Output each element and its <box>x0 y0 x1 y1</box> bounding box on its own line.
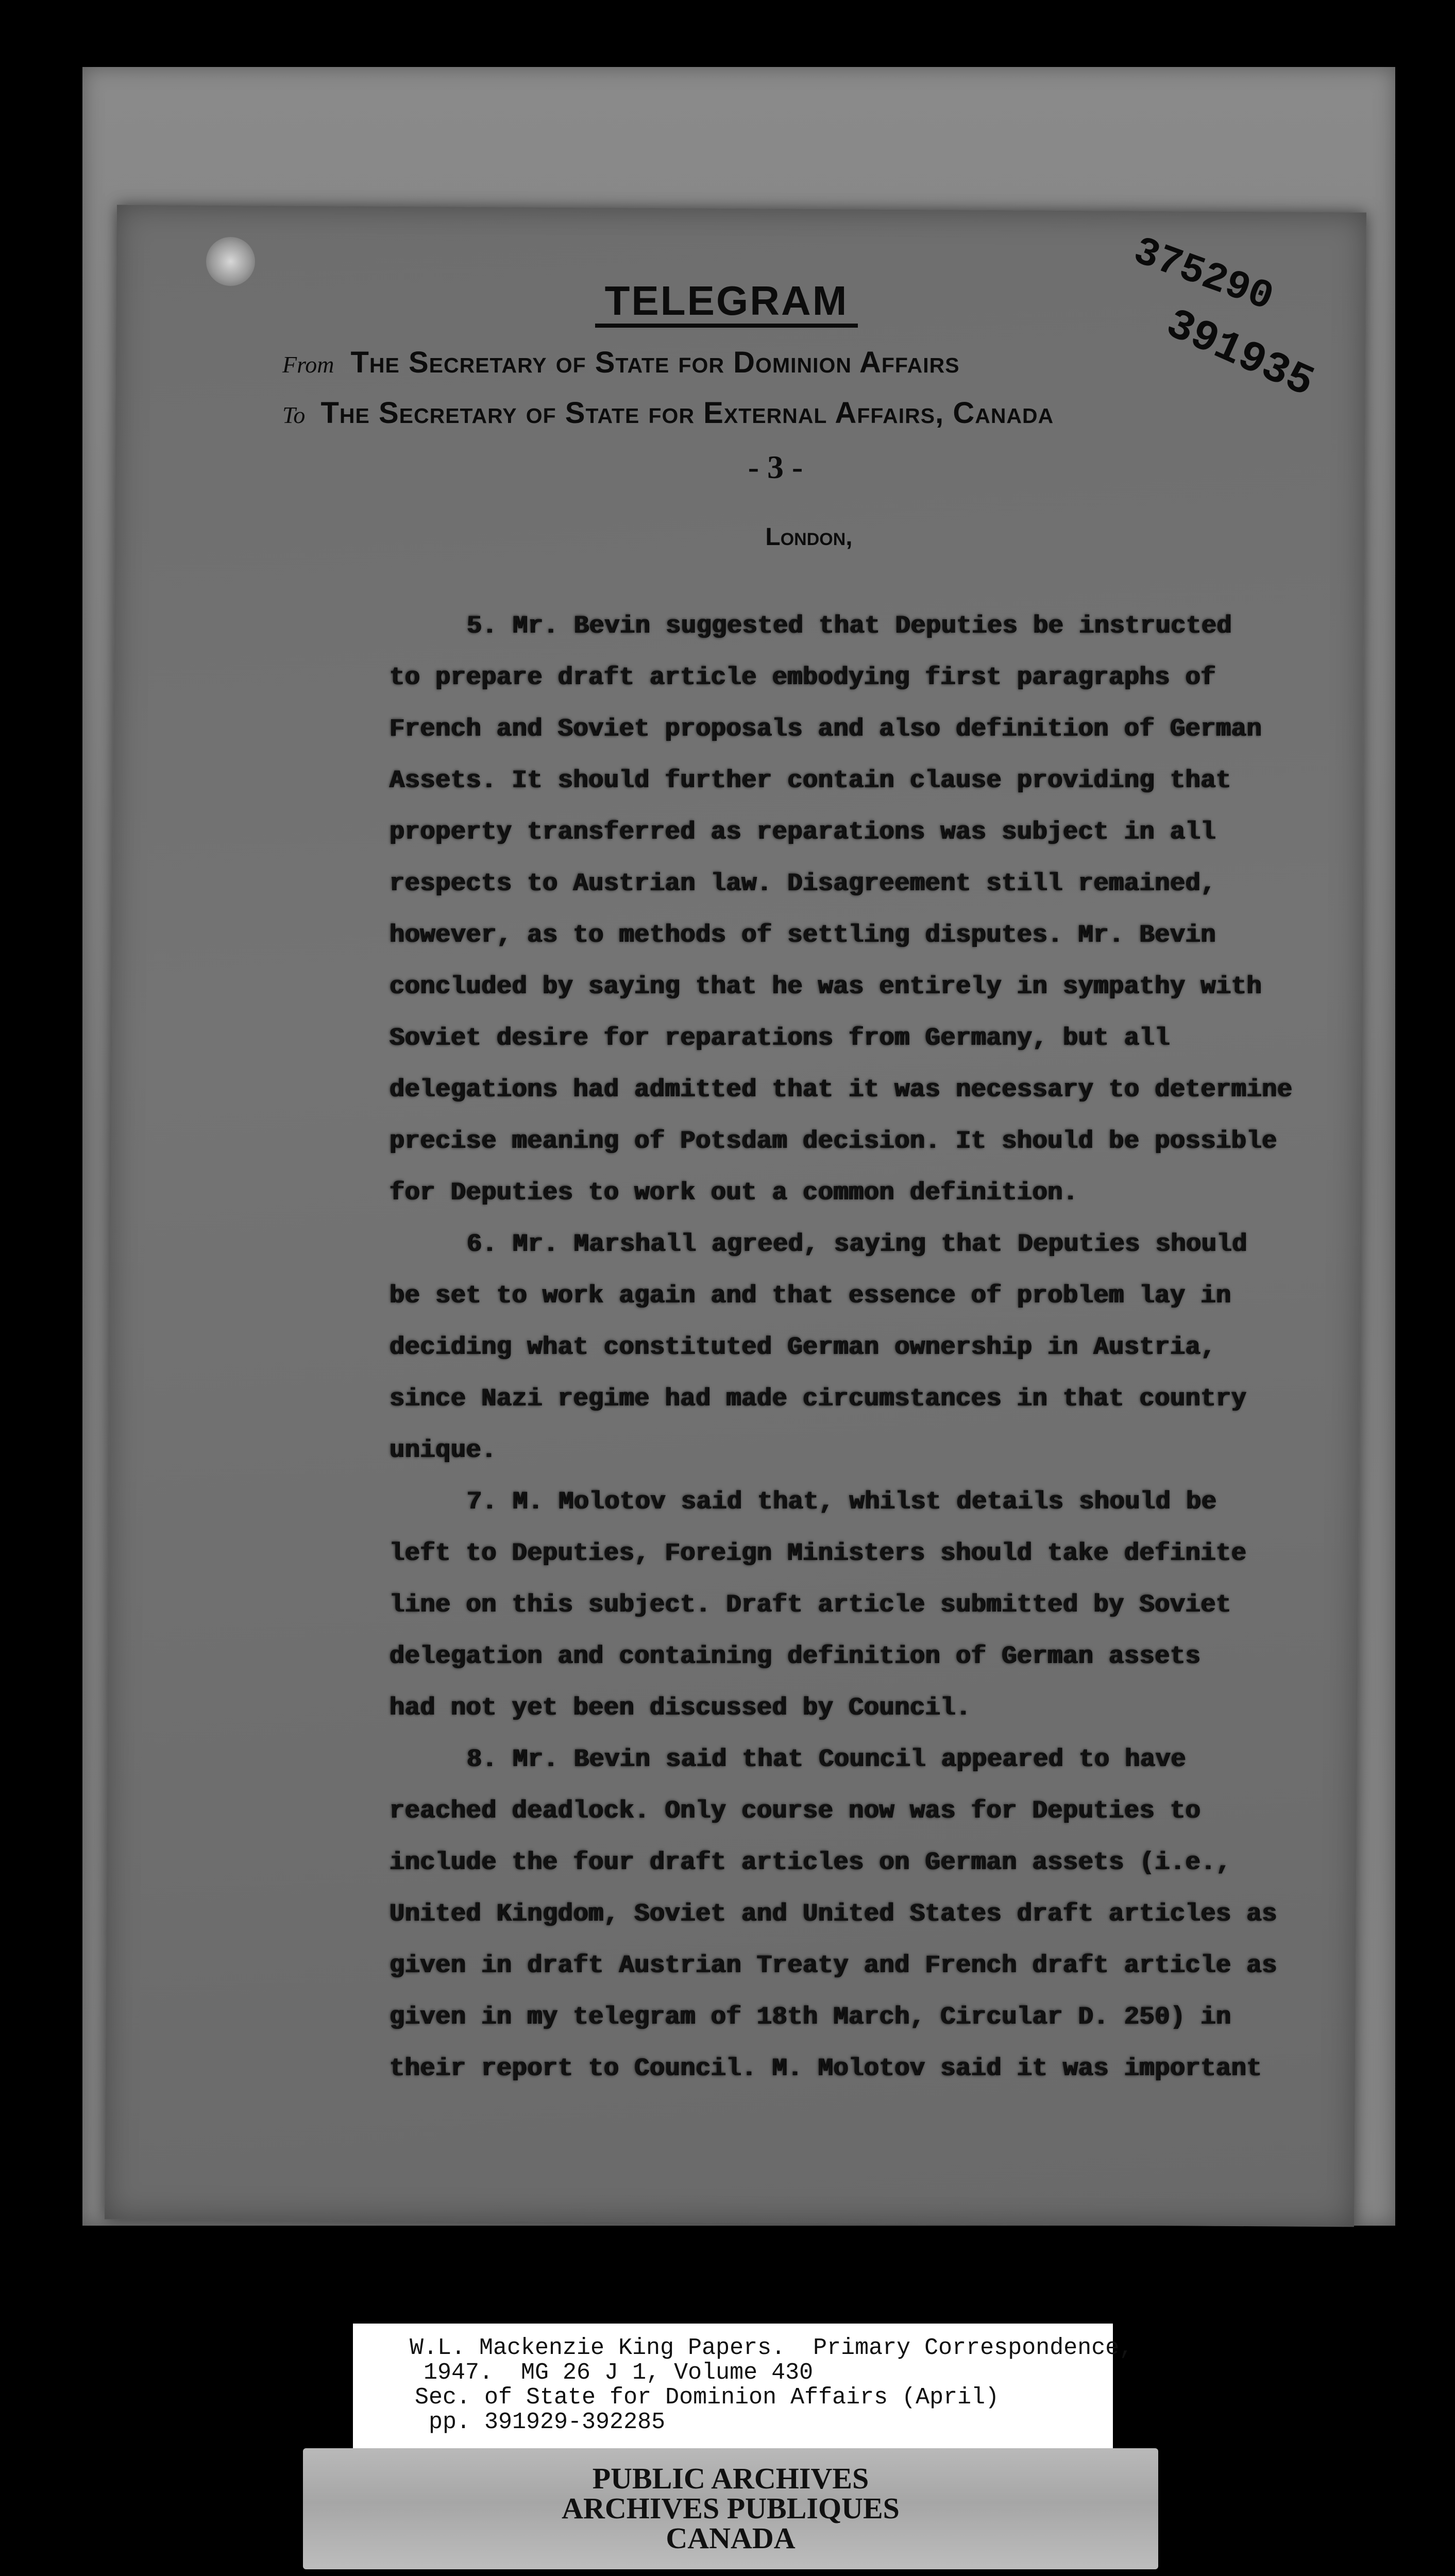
catalog-label <box>353 2324 1133 2452</box>
body-line: had not yet been discussed by Council. <box>389 1693 971 1722</box>
stamp-document-number: 391935 <box>1158 300 1321 409</box>
to-value: The Secretary of State for External Affairs, Canada <box>320 396 1054 430</box>
body-line: Assets. It should further contain clause providing that <box>389 766 1231 795</box>
to-label: To <box>282 402 306 428</box>
stamp-top-number: 375290 <box>1127 229 1279 321</box>
archives-stamp <box>303 2448 1158 2569</box>
body-line: their report to Council. M. Molotov said it was important <box>389 2054 1262 2083</box>
from-label: From <box>282 351 334 378</box>
to-line <box>282 396 1054 430</box>
body-line: for Deputies to work out a common definition. <box>389 1178 1078 1207</box>
body-line: given in draft Austrian Treaty and French draft article as <box>389 1951 1277 1980</box>
body-line: 8. Mr. Bevin said that Council appeared to have <box>466 1745 1186 1774</box>
telegram-body <box>389 600 1316 2094</box>
body-line: French and Soviet proposals and also definition of German <box>389 715 1262 743</box>
body-line: 7. M. Molotov said that, whilst details should be <box>466 1487 1216 1516</box>
body-line: concluded by saying that he was entirely in sympathy with <box>389 972 1262 1001</box>
body-line: precise meaning of Potsdam decision. It should be possible <box>389 1127 1277 1156</box>
body-line: to prepare draft article embodying first paragraphs of <box>389 663 1216 692</box>
body-line: left to Deputies, Foreign Ministers should take definite <box>389 1539 1246 1568</box>
body-line: respects to Austrian law. Disagreement still remained, <box>389 869 1216 898</box>
catalog-line: Sec. of State for Dominion Affairs (April) <box>415 2384 1000 2411</box>
body-line: given in my telegram of 18th March, Circular D. 250) in <box>389 2003 1231 2031</box>
body-line: Soviet desire for reparations from Germany, but all <box>389 1024 1170 1053</box>
catalog-line: 1947. MG 26 J 1, Volume 430 <box>410 2360 814 2386</box>
body-line: 5. Mr. Bevin suggested that Deputies be instructed <box>466 612 1232 640</box>
from-value: The Secretary of State for Dominion Affairs <box>350 346 960 379</box>
catalog-line: W.L. Mackenzie King Papers. Primary Correspondence, <box>410 2335 1133 2361</box>
body-line: United Kingdom, Soviet and United States draft articles as <box>389 1900 1277 1928</box>
body-line: deciding what constituted German ownership in Austria, <box>389 1333 1216 1362</box>
from-line <box>282 345 960 380</box>
telegram-title: TELEGRAM <box>595 278 858 328</box>
page-number: - 3 - <box>748 449 803 485</box>
body-line: delegations had admitted that it was necessary to determine <box>389 1075 1292 1104</box>
punch-hole <box>206 237 255 286</box>
body-line: property transferred as reparations was subject in all <box>389 818 1216 846</box>
archives-line: PUBLIC ARCHIVES <box>592 2462 869 2495</box>
body-line: line on this subject. Draft article submitted by Soviet <box>389 1590 1231 1619</box>
archives-line: CANADA <box>666 2521 796 2555</box>
body-line: be set to work again and that essence of problem lay in <box>389 1281 1231 1310</box>
catalog-line: pp. 391929-392285 <box>415 2409 666 2435</box>
body-line: include the four draft articles on German assets (i.e., <box>389 1848 1231 1877</box>
body-line: 6. Mr. Marshall agreed, saying that Deputies should <box>466 1230 1247 1259</box>
body-line: reached deadlock. Only course now was for Deputies to <box>389 1797 1200 1825</box>
body-line: unique. <box>389 1436 496 1465</box>
place-line: London, <box>765 523 853 551</box>
body-line: however, as to methods of settling disputes. Mr. Bevin <box>389 921 1216 950</box>
body-line: since Nazi regime had made circumstances in that country <box>389 1384 1246 1413</box>
body-line: delegation and containing definition of German assets <box>389 1642 1200 1671</box>
archives-line: ARCHIVES PUBLIQUES <box>562 2492 900 2525</box>
